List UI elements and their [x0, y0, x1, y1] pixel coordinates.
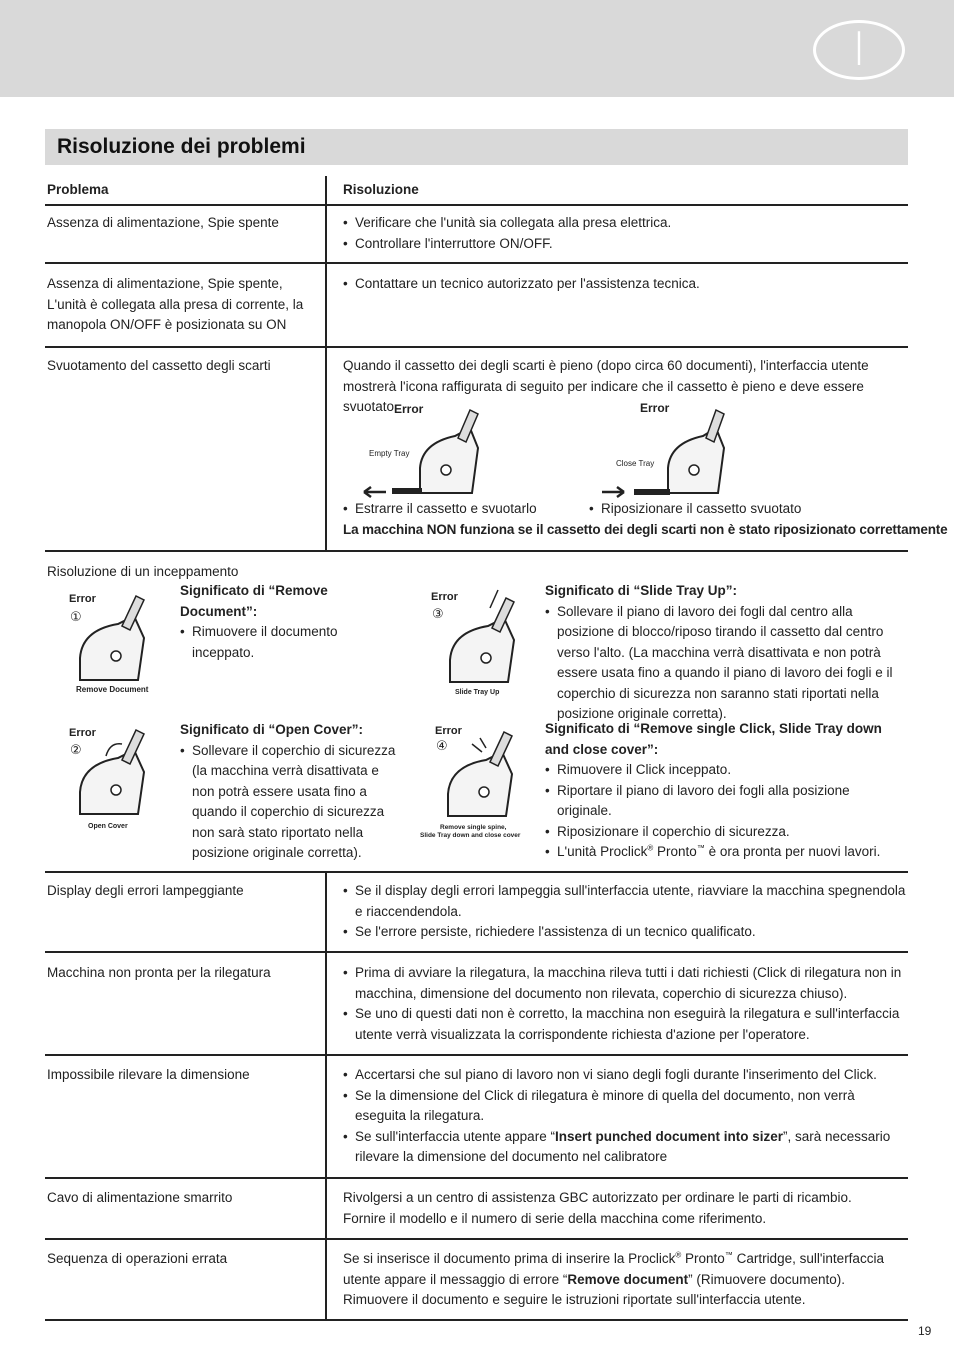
problem-text: Assenza di alimentazione, Spie spente, L'unità è collegata alla presa di corrente, la manopola ON/OFF è posizionata su ON [47, 276, 304, 332]
col-problem-header: Problema [47, 182, 109, 197]
fig-error-number: ③ [432, 607, 444, 622]
fig-caption: Remove single spine, [440, 824, 507, 831]
fig-error-title: Error [69, 593, 96, 605]
error-heading: Significato di “Remove single Click, Slide Tray down and close cover”: [545, 721, 882, 757]
column-divider [325, 871, 327, 1319]
fig-caption: Remove Document [76, 685, 149, 694]
list-item: • Rimuovere il documento inceppato. [180, 622, 400, 663]
list-item: • Se il display degli errori lampeggia sull'interfaccia utente, riavviare la macchina spegnendola e riaccendendola. [343, 881, 908, 922]
problem-text: Impossibile rilevare la dimensione [47, 1067, 250, 1082]
divider [45, 1054, 908, 1056]
fig-label: Empty Tray [369, 449, 410, 458]
problem-text: Macchina non pronta per la rilegatura [47, 965, 271, 980]
solution-list [343, 881, 908, 943]
fig-error-number: ① [70, 610, 82, 625]
divider [45, 550, 908, 552]
solution-text [343, 1188, 908, 1229]
list-item: • Riposizionare il coperchio di sicurezza. [545, 822, 908, 843]
solution-list [343, 274, 908, 295]
error-1-figure [66, 588, 156, 698]
solution-line: Rivolgersi a un centro di assistenza GBC autorizzato per ordinare le parti di ricambio. [343, 1190, 852, 1205]
error-heading: Significato di “Open Cover”: [180, 722, 364, 737]
divider [45, 1319, 908, 1321]
solution-list [180, 622, 400, 663]
list-item: • Controllare l'interruttore ON/OFF. [343, 234, 908, 255]
error-2-figure [66, 722, 156, 834]
error-2-description [180, 720, 402, 864]
title-bar [45, 129, 908, 165]
list-item: • Se sull'interfaccia utente appare “Insert punched document into sizer”, sarà necessario rilevare la dimensione del documento nel calibratore [343, 1127, 908, 1168]
solution-line: Se si inserisce il documento prima di inserire la Proclick® Pronto™ Cartridge, sull'interfaccia utente appare il messaggio di errore “Remove document” (Rimuovere documento). [343, 1250, 884, 1287]
problem-text: Risoluzione di un inceppamento [47, 564, 239, 579]
problem-text: Sequenza di operazioni errata [47, 1251, 228, 1266]
list-item: • Riposizionare il cassetto svuotato [589, 499, 889, 520]
page-title: Risoluzione dei problemi [57, 135, 306, 158]
fig-error-title: Error [435, 725, 462, 737]
fig-error-title: Error [640, 401, 670, 415]
divider [45, 1238, 908, 1240]
solution-list [545, 760, 908, 863]
solution-line: Fornire il modello e il numero di serie della macchina come riferimento. [343, 1210, 767, 1226]
fig-error-number: ② [70, 743, 82, 758]
error-heading: Significato di “Remove Document”: [180, 583, 328, 619]
error-3-description [545, 581, 908, 725]
divider [45, 871, 908, 873]
problem-text: Svuotamento del cassetto degli scarti [47, 358, 271, 373]
error-heading: Significato di “Slide Tray Up”: [545, 583, 738, 598]
list-item: • Sollevare il piano di lavoro dei fogli dal centro alla posizione di blocco/riposo tirando il cassetto dal centro verso l'alto. (La macchina verrà disattivata e non potrà essere usata fino a quando il piano di lavoro dei fogli e il coperchio di sicurezza non saranno stati riportati nella posizione originale corretta). [545, 602, 908, 725]
list-item: • Se l'errore persiste, richiedere l'assistenza di un tecnico qualificato. [343, 922, 908, 943]
close-tray-figure [598, 398, 748, 502]
list-item: • Verificare che l'unità sia collegata alla presa elettrica. [343, 213, 908, 234]
solution-line: Rimuovere il documento e seguire le istruzioni riportate sull'interfaccia utente. [343, 1292, 806, 1307]
divider [45, 262, 908, 264]
error-4-description [545, 719, 908, 863]
list-item: • Se uno di questi dati non è corretto, la macchina non eseguirà la rilegatura e sull'interfaccia utente verrà visualizzata la corrispondente richiesta d'azione per l'operatore. [343, 1004, 908, 1045]
divider [45, 204, 908, 206]
fig-caption: Open Cover [88, 823, 128, 830]
list-item: • Estrarre il cassetto e svuotarlo [343, 499, 583, 520]
list-item: • L'unità Proclick® Pronto™ è ora pronta per nuovi lavori. [545, 842, 908, 863]
empty-tray-figure [360, 398, 510, 502]
list-item: • Riportare il piano di lavoro dei fogli alla posizione originale. [545, 781, 908, 822]
column-divider [325, 176, 327, 550]
error-3-figure [428, 586, 528, 700]
divider [45, 1177, 908, 1179]
fig-caption: Slide Tray Up [455, 689, 500, 696]
divider [45, 951, 908, 953]
list-item: • Contattare un tecnico autorizzato per l'assistenza tecnica. [343, 274, 908, 295]
solution-list [343, 963, 908, 1045]
list-item: • Sollevare il coperchio di sicurezza (la macchina verrà disattivata e non potrà essere usata fino a quando il coperchio di sicurezza non sarà stato riportato nella posizione originale corretta). [180, 741, 402, 864]
error-4-figure [418, 720, 536, 842]
fig-error-title: Error [69, 727, 96, 739]
fig-error-title: Error [394, 402, 424, 416]
solution-list [180, 741, 402, 864]
col-solution-header: Risoluzione [343, 182, 419, 197]
solution-list [343, 213, 908, 254]
problem-text: Assenza di alimentazione, Spie spente [47, 215, 279, 230]
solution-list [545, 602, 908, 725]
list-item: • Rimuovere il Click inceppato. [545, 760, 908, 781]
list-item: • Prima di avviare la rilegatura, la macchina rileva tutti i dati richiesti (Click di rilegatura non in macchina, dimensione del documento non rilevata, coperchio di sicurezza chiuso). [343, 963, 908, 1004]
page-number: 19 [918, 1324, 932, 1338]
solution-list [589, 499, 889, 520]
fig-error-title: Error [431, 591, 458, 603]
error-1-description [180, 581, 400, 663]
divider [45, 346, 908, 348]
fig-label: Close Tray [616, 459, 655, 468]
solution-text [343, 1249, 908, 1311]
header-band [0, 0, 954, 97]
list-item: • Accertarsi che sul piano di lavoro non vi siano degli fogli durante l'inserimento del Click. [343, 1065, 908, 1086]
problem-text: Cavo di alimentazione smarrito [47, 1190, 233, 1205]
problem-text: Display degli errori lampeggiante [47, 883, 244, 898]
fig-error-number: ④ [436, 739, 448, 754]
solution-list [343, 499, 583, 520]
solution-text: Quando il cassetto dei degli scarti è pieno (dopo circa 60 documenti), l'interfaccia utente mostrerà l'icona raffigurata di seguito per indicare che il cassetto è pieno e deve essere svuotato. [343, 358, 869, 414]
list-item: • Se la dimensione del Click di rilegatura è minore di quella del documento, non verrà eseguita la rilegatura. [343, 1086, 908, 1127]
solution-list [343, 1065, 908, 1168]
fig-caption: Slide Tray down and close cover [420, 832, 521, 839]
language-badge: I [813, 20, 905, 80]
warning-text: La macchina NON funziona se il cassetto dei degli scarti non è stato riposizionato correttamente [343, 522, 948, 537]
